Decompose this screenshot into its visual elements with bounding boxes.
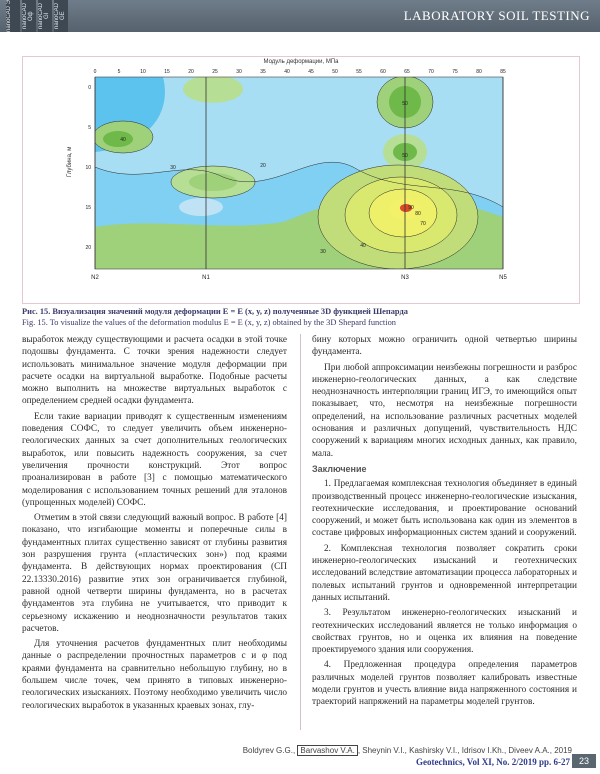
header-tab: nanoCAD GE [54,0,68,32]
well-label: N1 [202,275,210,281]
caption-ru: Рис. 15. Визуализация значений модуля деформации E = E (x, y, z) полученные 3D функцией Шепарда [22,307,408,316]
x-tick-label: 15 [164,69,170,75]
x-tick-label: 60 [380,69,386,75]
contour-blob [189,173,237,191]
x-axis-ticks [94,69,506,75]
x-tick-label: 85 [500,69,506,75]
x-tick-label: 75 [452,69,458,75]
contour-blob [103,131,133,147]
paragraph: Для уточнения расчетов фундаментных плит необходимы данные о распределении прочностных параметров с и φ под краями фундамента на сравнительно небольшую глубину, но в большем числе точек, чем принято в типовых инженерно-геологических изысканиях. Поэтому необходимо увеличить число геологических выработок в указанных краевых зонах, глу- [22,639,287,711]
x-tick-label: 40 [284,69,290,75]
authors-pre: Boldyrev G.G., [242,746,296,755]
conclusion-item: 2. Комплексная технология позволяет сократить сроки инженерно-геологических изысканий и геотехнических исследований вследствие автоматизации процесса лабораторных и полевых испытаний грунтов и одновременной интерпретации данных испытаний. [312,543,577,603]
x-tick-label: 5 [117,69,121,75]
x-tick-label: 10 [140,69,146,75]
y-tick-label: 20 [85,245,91,251]
contour-label: 30 [170,165,176,171]
left-column [22,334,287,715]
y-tick-label: 0 [88,85,91,91]
x-tick-label: 50 [332,69,338,75]
footer-authors [200,746,572,755]
paragraph: бину которых можно ограничить одной четвертью ширины фундамента. [312,335,577,358]
header-tabs [6,0,68,32]
caption-en: Fig. 15. To visualize the values of the deformation modulus E = E (x, y, z) obtained by the 3D Shepard function [22,318,396,327]
conclusion-item: 1. Предлагаемая комплексная технология объединяет в единый производственный процесс инженерно-геологические изыскания, геотехнические исследования, и проектирование оснований сооружений, и может быть использована как один из элементов в составе цифровых информационных систем зданий и сооружений. [312,479,577,539]
y-axis-ticks [85,85,91,251]
well-labels [91,275,507,281]
x-tick-label: 45 [308,69,314,75]
contour-plot [23,57,579,303]
journal-header-bar [0,0,600,32]
page-number: 23 [572,754,596,768]
contour-label: 40 [360,243,366,249]
x-tick-label: 30 [236,69,242,75]
paragraph: Если такие вариации приводят к существенным изменениям поведения СОФС, то следует увеличить объем инженерно-геологических данных за счет дополнительных геологических выработок, или повысить надежность сооружения, за счет увеличения прочности конструкций. Этот вопрос проанализирован в работе [3] с помощью математического моделирования с использованием точных решений для эталонов (упрощенных моделей) СОФС. [22,411,287,508]
contour-label: 50 [402,153,408,159]
well-label: N5 [499,275,507,281]
x-tick-label: 55 [356,69,362,75]
y-tick-label: 10 [85,165,91,171]
paragraph: При любой аппроксимации неизбежны погрешности и разброс инженерно-геологических данных, а как следствие неоднозначность интерполяции границ ИГЭ, то имеющийся опыт показывает, что, несмотря на неизбежные погрешности определений, на использование различных расчетных моделей основания и различных допущений, чувствительность НДС сооружений к вариациям многих исходных данных, как правило, мала. [312,362,577,459]
x-tick-label: 20 [188,69,194,75]
contour-label: 80 [415,211,421,217]
contour-label: 40 [120,137,126,143]
footer-journal: Geotechnics, Vol XI, No. 2/2019 pp. 6-27 [415,757,570,767]
header-tab: nanoCAD Э [6,0,20,32]
contour-label: 90 [408,205,414,211]
x-tick-label: 80 [476,69,482,75]
y-axis-label: Глубина, м [67,146,73,177]
contour-label: 70 [420,221,426,227]
header-tab: nanoCAD Оф [22,0,36,32]
contour-blob [183,75,243,103]
conclusion-item: 3. Результатом инженерно-геологических изысканий и геотехнических исследований является не только информация о свойствах грунтов, но и оценка их влияния на поведение проектируемого здания или сооружения. [312,608,577,656]
conclusion-heading: Заключение [312,463,367,474]
figure-caption [22,306,582,328]
authors-boxed: Barvashov V.A. [297,745,357,756]
column-divider [300,334,301,730]
paragraph: Отметим в этой связи следующий важный вопрос. В работе [4] показано, что изгибающие моменты и поперечные силы в фундаментных плитах существенно зависят от глубины развития зон разрушения грунта («пластических зон») под краями фундамента. В действующих нормах проектирования (СП 22.13330.2016) развитие этих зон ограничивается глубиной, равной одной четверти ширины фундамента, но в расчетах фундаментов эта глубина не учитывается, что приводит к серьезному искажению и неоднозначности результатов таких расчетов. [22,513,287,634]
chart-title: Модуль деформации, МПа [263,59,339,65]
section-title: LABORATORY SOIL TESTING [403,8,590,23]
well-label: N3 [401,275,409,281]
header-tab: nanoCAD GI [38,0,52,32]
y-tick-label: 5 [88,125,91,131]
contour-label: 50 [402,101,408,107]
contour-label: 20 [260,163,266,169]
x-tick-label: 25 [212,69,218,75]
x-tick-label: 0 [93,69,97,75]
conclusion-item: 4. Предложенная процедура определения параметров различных моделей грунтов позволяет калибровать известные модели грунтов и учесть влияние вида напряженного состояния и траекторий напряжений на параметры моделей грунтов. [312,660,577,708]
x-tick-label: 35 [260,69,266,75]
contour-label: 30 [320,249,326,255]
y-tick-label: 15 [85,205,91,211]
authors-post: , Sheynin V.I., Kashirsky V.I., Idrisov I.Kh., Diveev A.A., 2019 [357,746,572,755]
well-label: N2 [91,275,99,281]
contour-blob [179,198,223,216]
paragraph: выработок между существующими и расчета осадки в этой точке подошвы фундамента. С точки зрения надежности следует использовать минимальное значение модуля деформации при расчете осадки на виртуальной выработке. Подобные расчеты можно выполнить на множестве виртуальных выработок с определением средней осадки фундамента. [22,335,287,407]
right-column [312,334,577,712]
x-tick-label: 65 [404,69,410,75]
contour-figure [22,56,580,304]
x-tick-label: 70 [428,69,434,75]
